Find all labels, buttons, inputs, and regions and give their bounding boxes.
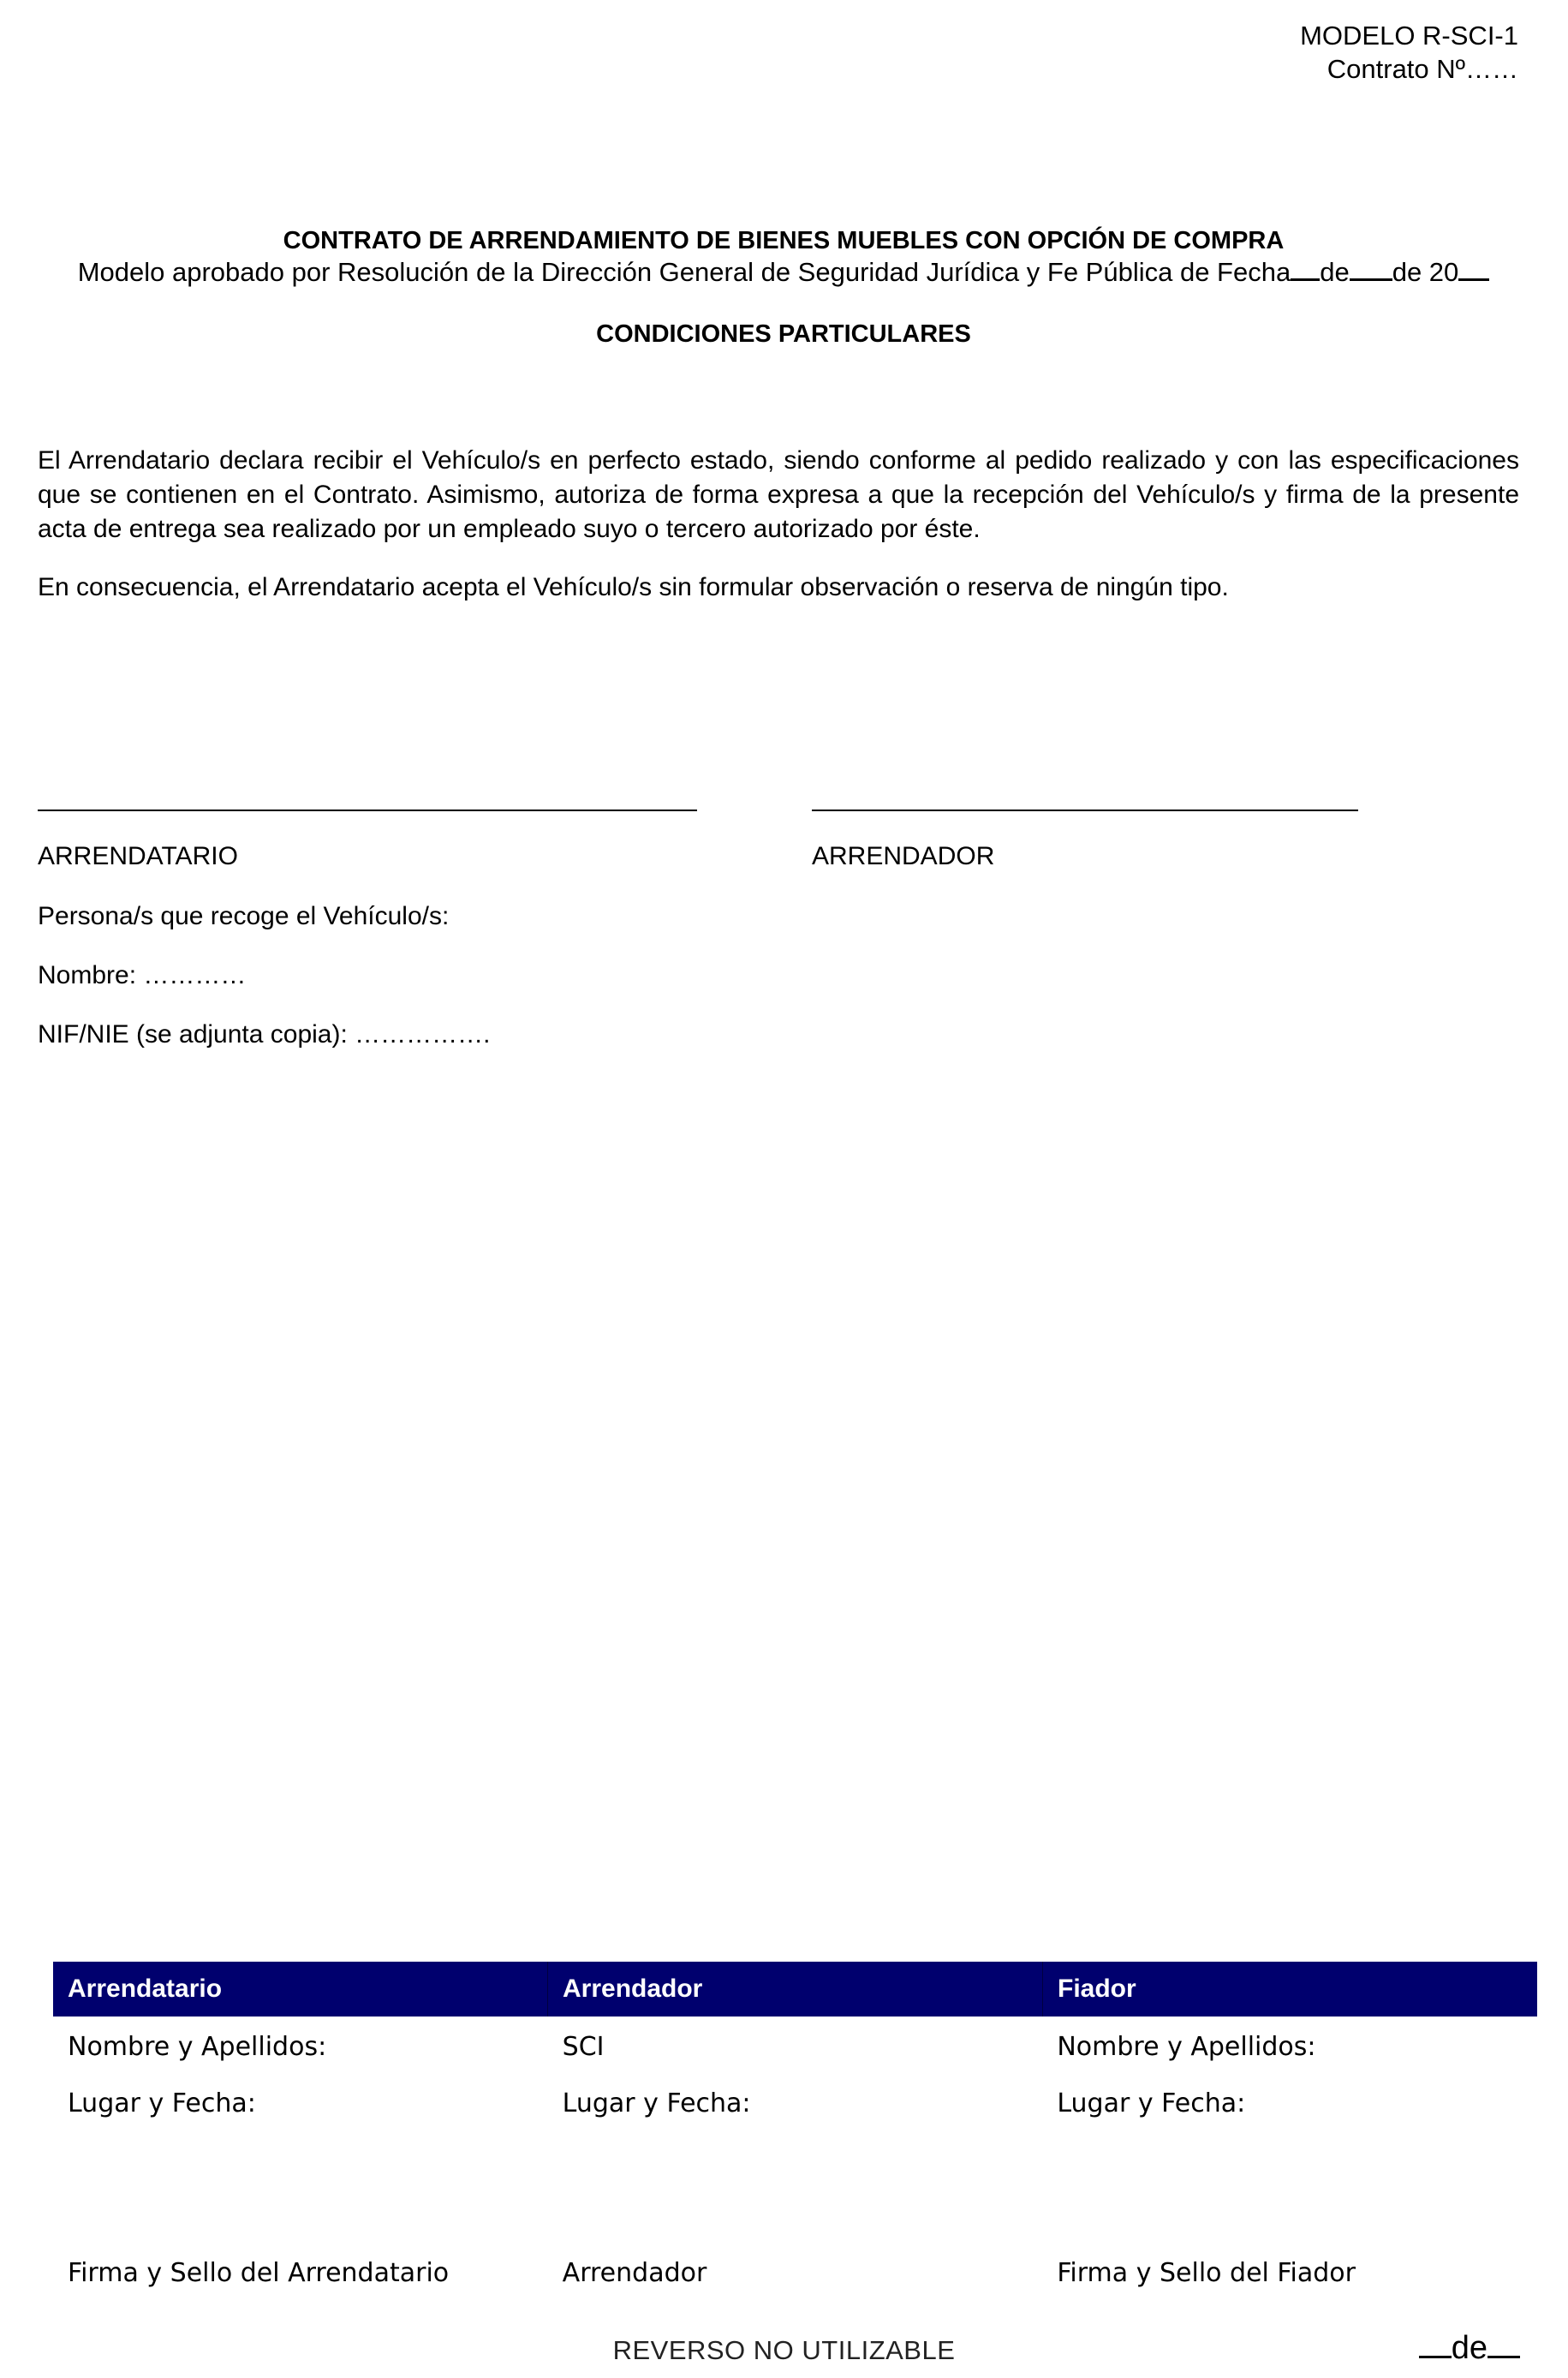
cell-fiador-lugar: Lugar y Fecha:: [1057, 2088, 1246, 2118]
persona-label: Persona/s que recoge el Vehículo/s:: [38, 902, 450, 930]
header-arrendador: Arrendador: [548, 1962, 1043, 2017]
cell-arrendador-lugar: Lugar y Fecha:: [562, 2088, 751, 2118]
cell-arrendador-firma: Arrendador: [562, 2258, 707, 2288]
arrendador-label: ARRENDADOR: [812, 842, 995, 870]
header-arrendatario: Arrendatario: [53, 1962, 548, 2017]
title-block: [34, 225, 1533, 350]
contract-number: Contrato Nº……: [1327, 54, 1518, 84]
contract-title: CONTRATO DE ARRENDAMIENTO DE BIENES MUEBLES CON OPCIÓN DE COMPRA: [283, 227, 1285, 254]
header-fiador: Fiador: [1058, 1975, 1136, 2003]
page-blank: [1419, 2328, 1452, 2358]
cell-arrendatario-firma: Firma y Sello del Arrendatario: [68, 2258, 450, 2288]
page-de: de: [1451, 2330, 1488, 2366]
model-code: MODELO R-SCI-1: [1300, 21, 1518, 51]
nombre-field: Nombre: …………: [38, 961, 247, 989]
subtitle-de-2: de 20: [1392, 257, 1459, 287]
total-blank: [1488, 2328, 1520, 2358]
year-blank: [1458, 258, 1489, 281]
nif-field: NIF/NIE (se adjunta copia): …………….: [38, 1020, 491, 1049]
subtitle-text: Modelo aprobado por Resolución de la Dirección General de Seguridad Jurídica y Fe Pública de Fecha: [77, 257, 1291, 287]
reverso-notice: REVERSO NO UTILIZABLE: [612, 2335, 956, 2365]
signature-table: [53, 1962, 1537, 2289]
contract-subtitle: [34, 256, 1533, 289]
cell-arrendador-sci: SCI: [562, 2032, 605, 2062]
paragraph-declaration: El Arrendatario declara recibir el Vehículo/s en perfecto estado, siendo conforme al pedido realizado y con las especificaciones que se contienen en el Contrato. Asimismo, autoriza de forma expresa a que la recepción del Vehículo/s y firma de la presente acta de entrega sea realizado por un empleado suyo o tercero autorizado por éste.: [38, 446, 1519, 543]
page-counter: [1419, 2328, 1520, 2367]
table-row: [53, 2032, 1537, 2063]
cell-fiador-firma: Firma y Sello del Fiador: [1057, 2258, 1356, 2288]
paragraph-acceptance: En consecuencia, el Arrendatario acepta el Vehículo/s sin formular observación o reserva de ningún tipo.: [38, 573, 1229, 601]
day-blank: [1291, 258, 1320, 281]
document-header: [1300, 19, 1518, 86]
arrendador-signature-line: [812, 810, 1358, 811]
table-row: [53, 2088, 1537, 2119]
cell-arrendatario-lugar: Lugar y Fecha:: [68, 2088, 256, 2118]
section-title: CONDICIONES PARTICULARES: [596, 320, 971, 348]
cell-arrendatario-nombre: Nombre y Apellidos:: [68, 2032, 327, 2062]
table-row: [53, 2258, 1537, 2289]
cell-fiador-nombre: Nombre y Apellidos:: [1057, 2032, 1316, 2062]
signature-table-header: [53, 1962, 1537, 2017]
arrendatario-signature-line: [38, 810, 697, 811]
subtitle-de-1: de: [1320, 257, 1350, 287]
arrendatario-label: ARRENDATARIO: [38, 842, 238, 870]
month-blank: [1350, 258, 1392, 281]
